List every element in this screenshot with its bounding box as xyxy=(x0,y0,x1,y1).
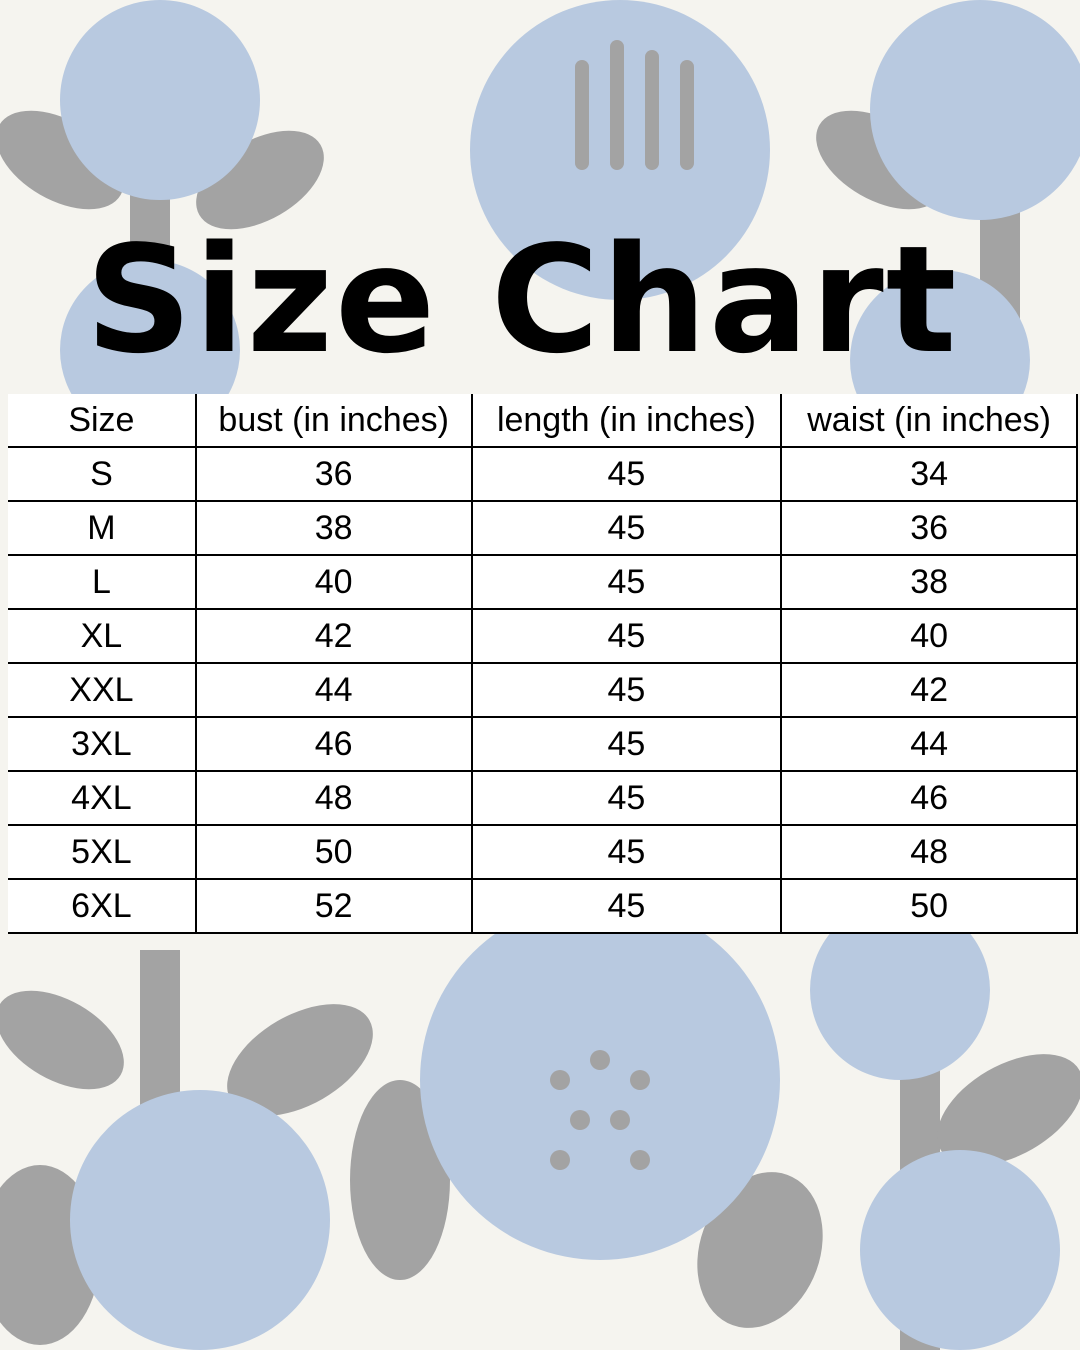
header-size: Size xyxy=(8,394,196,447)
cell-length: 45 xyxy=(472,447,782,501)
table-row xyxy=(8,501,1077,555)
page-title: Size Chart xyxy=(85,214,959,386)
cell-bust: 42 xyxy=(196,609,472,663)
cell-size: 6XL xyxy=(8,879,196,933)
cell-waist: 42 xyxy=(781,663,1077,717)
cell-bust: 44 xyxy=(196,663,472,717)
cell-length: 45 xyxy=(472,609,782,663)
cell-bust: 40 xyxy=(196,555,472,609)
table-row xyxy=(8,447,1077,501)
cell-waist: 38 xyxy=(781,555,1077,609)
cell-waist: 50 xyxy=(781,879,1077,933)
table-row xyxy=(8,825,1077,879)
cell-length: 45 xyxy=(472,771,782,825)
cell-size: 3XL xyxy=(8,717,196,771)
cell-length: 45 xyxy=(472,717,782,771)
cell-waist: 36 xyxy=(781,501,1077,555)
cell-bust: 48 xyxy=(196,771,472,825)
cell-length: 45 xyxy=(472,825,782,879)
cell-size: M xyxy=(8,501,196,555)
table-row xyxy=(8,663,1077,717)
cell-size: XL xyxy=(8,609,196,663)
cell-waist: 48 xyxy=(781,825,1077,879)
header-bust: bust (in inches) xyxy=(196,394,472,447)
cell-length: 45 xyxy=(472,555,782,609)
cell-waist: 44 xyxy=(781,717,1077,771)
cell-waist: 40 xyxy=(781,609,1077,663)
table-row xyxy=(8,555,1077,609)
cell-size: S xyxy=(8,447,196,501)
cell-size: 5XL xyxy=(8,825,196,879)
header-row xyxy=(8,394,1077,447)
cell-bust: 38 xyxy=(196,501,472,555)
cell-length: 45 xyxy=(472,663,782,717)
size-chart-table xyxy=(8,394,1078,934)
table-row xyxy=(8,879,1077,933)
table-row xyxy=(8,717,1077,771)
cell-length: 45 xyxy=(472,879,782,933)
header-waist: waist (in inches) xyxy=(781,394,1077,447)
header-length: length (in inches) xyxy=(472,394,782,447)
cell-bust: 36 xyxy=(196,447,472,501)
cell-bust: 46 xyxy=(196,717,472,771)
cell-waist: 34 xyxy=(781,447,1077,501)
cell-bust: 50 xyxy=(196,825,472,879)
cell-length: 45 xyxy=(472,501,782,555)
cell-waist: 46 xyxy=(781,771,1077,825)
table-row xyxy=(8,771,1077,825)
cell-size: XXL xyxy=(8,663,196,717)
table-row xyxy=(8,609,1077,663)
cell-size: 4XL xyxy=(8,771,196,825)
cell-size: L xyxy=(8,555,196,609)
cell-bust: 52 xyxy=(196,879,472,933)
